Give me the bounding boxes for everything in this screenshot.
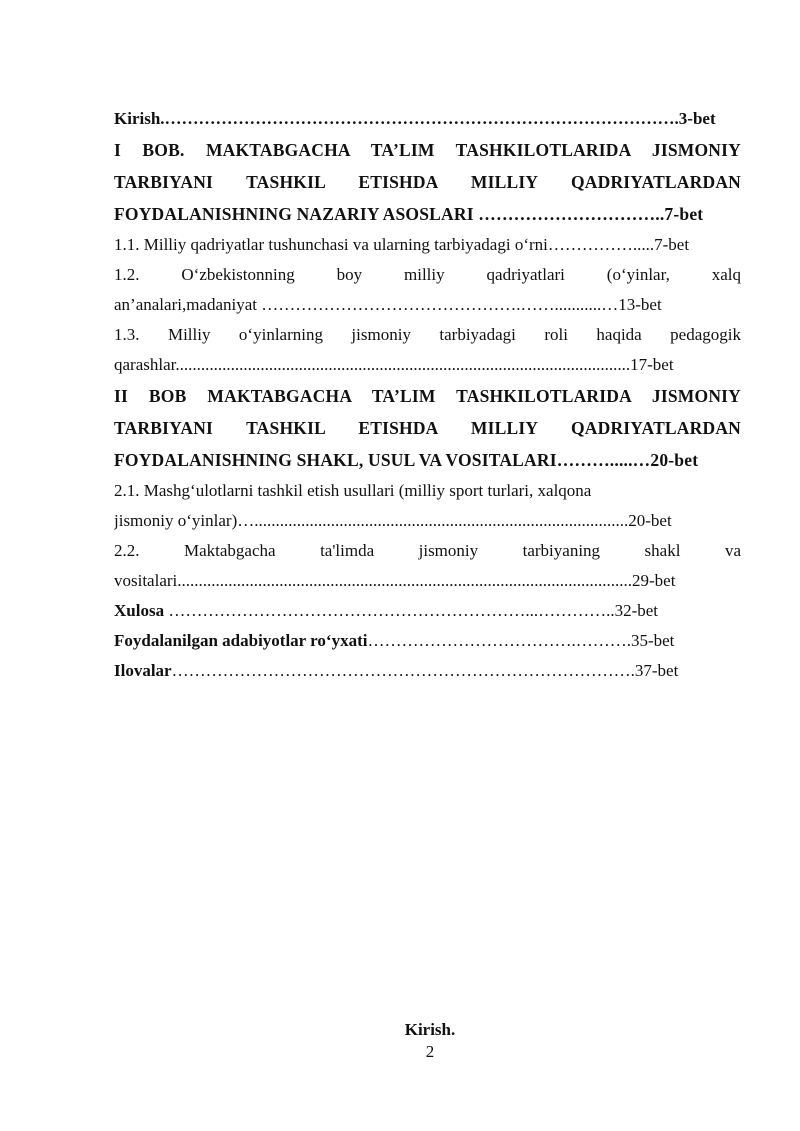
- toc-chapter-1-line-2: TARBIYANI TASHKIL ETISHDA MILLIY QADRIYATLARDAN: [114, 172, 741, 192]
- toc-section-2-2-line-2: vositalari...........................................................................................................29-bet: [114, 571, 676, 590]
- toc-section-1-3-line-2: qarashlar...........................................................................................................17-bet: [114, 355, 674, 374]
- toc-entry-ilovalar-leader: ……………………………………………………………………….37-bet: [171, 661, 679, 680]
- toc-entry-xulosa-leader: ………………………………………………………...…………..32-bet: [164, 601, 659, 620]
- toc-entry-xulosa-label: Xulosa: [114, 601, 165, 620]
- toc-entry-adabiyotlar-leader: ……………………………….……….35-bet: [367, 631, 675, 650]
- page-number: 2: [425, 1042, 435, 1061]
- toc-entry-adabiyotlar-label: Foydalanilgan adabiyotlar ro‘yxati: [114, 631, 368, 650]
- toc-chapter-2-line-3: FOYDALANISHNING SHAKL, USUL VA VOSITALARI……….....…20-bet: [114, 450, 699, 470]
- section-heading-kirish: Kirish.: [404, 1020, 456, 1039]
- toc-entry-ilovalar: [114, 656, 741, 686]
- toc-section-1-1: 1.1. Milliy qadriyatlar tushunchasi va ularning tarbiyadagi o‘rni…………….....7-bet: [114, 235, 690, 254]
- toc-chapter-1-line-3: FOYDALANISHNING NAZARIY ASOSLARI …………………………..7-bet: [114, 204, 704, 224]
- toc-entry-xulosa: [114, 596, 741, 626]
- toc-chapter-2-line-1: II BOB MAKTABGACHA TA’LIM TASHKILOTLARIDA JISMONIY: [114, 386, 741, 406]
- toc-section-2-1-line-2: jismoniy o‘yinlar)…........................................................................................20-bet: [114, 511, 672, 530]
- toc-chapter-2-line-2: TARBIYANI TASHKIL ETISHDA MILLIY QADRIYATLARDAN: [114, 418, 741, 438]
- table-of-contents: [114, 104, 741, 686]
- toc-section-1-2-line-2: an’analari,madaniyat ……………………………………….……...........…13-bet: [114, 295, 662, 314]
- toc-section-1-3-line-1: 1.3. Milliy o‘yinlarning jismoniy tarbiyadagi roli haqida pedagogik: [114, 325, 741, 344]
- toc-section-2-1-line-1: 2.1. Mashg‘ulotlarni tashkil etish usullari (milliy sport turlari, xalqona: [114, 481, 592, 500]
- toc-chapter-1-line-1: I BOB. MAKTABGACHA TA’LIM TASHKILOTLARIDA JISMONIY: [114, 140, 741, 160]
- toc-section-2-2-line-1: 2.2. Maktabgacha ta'limda jismoniy tarbiyaning shakl va: [114, 541, 741, 560]
- toc-entry-adabiyotlar: [114, 626, 741, 656]
- toc-section-1-2-line-1: 1.2. O‘zbekistonning boy milliy qadriyatlari (o‘yinlar, xalq: [114, 265, 741, 284]
- toc-entry-kirish-text: Kirish.……………………………………………………………………………….3-bet: [114, 109, 716, 128]
- toc-entry-ilovalar-label: Ilovalar: [114, 661, 172, 680]
- toc-entry-kirish: [114, 104, 741, 134]
